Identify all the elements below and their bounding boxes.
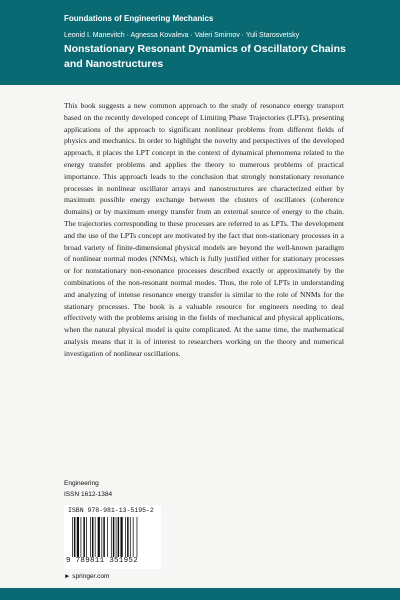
header-band bbox=[0, 0, 400, 85]
barcode-bar bbox=[103, 517, 105, 557]
barcode-bar bbox=[83, 517, 85, 557]
barcode-bar bbox=[137, 517, 138, 557]
publisher-website: ► springer.com bbox=[64, 573, 110, 580]
barcode-bar bbox=[118, 517, 120, 557]
barcode-bar bbox=[77, 517, 79, 557]
barcode-bar bbox=[111, 517, 112, 557]
series-name: Foundations of Engineering Mechanics bbox=[64, 14, 214, 23]
barcode-bar bbox=[107, 517, 108, 557]
author-list: Leonid I. Manevitch · Agnessa Kovaleva · Valeri Smirnov · Yuli Starosvetsky bbox=[64, 32, 300, 39]
barcode bbox=[64, 505, 161, 569]
barcode-bar bbox=[86, 517, 87, 557]
barcode-bar bbox=[81, 517, 82, 557]
barcode-bar bbox=[133, 517, 134, 557]
barcode-bar bbox=[95, 517, 96, 557]
book-description: This book suggests a new common approach to the study of resonance energy transport based on the recently developed concept of Limiting Phase Trajectories (LPTs), presenting applications of the approach to significant nonlinear problems from different fields of physics and mechanics. In order to highlight the novelty and perspectives of the developed approach, it places the LPT concept in the context of dynamical phenomena related to the energy transfer problems and applies the theory to numerous problems of practical importance. This approach leads to the conclusion that strongly nonstationary resonance processes in nonlinear oscillator arrays and nanostructures are characterized either by maximum possible energy exchange between the clusters of oscillators (coherence domains) or by maximum energy transfer from an external source of energy to the chain. The trajectories corresponding to these processes are referred to as LPTs. The development and the use of the LPTs concept are motivated by the fact that non-stationary processes in a broad variety of finite-dimensional physical models are beyond the well-known paradigm of nonlinear normal modes (NNMs), which is fully justified either for stationary processes or for nonstationary non-resonance processes described exactly or approximately by the combinations of the non-resonant normal modes. Thus, the role of LPTs in understanding and analyzing of intense resonance energy transfer is similar to the role of NNMs for the stationary processes. The book is a valuable resource for engineers needing to deal effectively with the problems arising in the fields of mechanical and physical applications, when the natural physical model is quite complicated. At the same time, the mathematical analysis means that it is of interest to researchers working on the theory and numerical investigation of nonlinear oscillations. bbox=[64, 101, 344, 358]
barcode-bar bbox=[101, 517, 102, 557]
barcode-bar bbox=[113, 517, 115, 557]
barcode-bar bbox=[116, 517, 117, 557]
barcode-bar bbox=[72, 517, 73, 557]
subject-category: Engineering bbox=[64, 480, 99, 487]
isbn-digits: 9 789811 351952 bbox=[66, 557, 139, 565]
barcode-bar bbox=[98, 517, 100, 557]
barcode-bar bbox=[130, 517, 131, 557]
barcode-bar bbox=[92, 517, 94, 557]
isbn-label: ISBN 978-981-13-5195-2 bbox=[68, 507, 154, 514]
barcode-bar bbox=[74, 517, 76, 557]
barcode-bar bbox=[120, 517, 122, 557]
barcode-bars bbox=[72, 517, 156, 557]
issn-number: ISSN 1612-1384 bbox=[64, 491, 113, 498]
barcode-bar bbox=[125, 517, 126, 557]
barcode-bar bbox=[127, 517, 129, 557]
barcode-bar bbox=[90, 517, 91, 557]
footer-band bbox=[0, 588, 400, 600]
book-title: Nonstationary Resonant Dynamics of Oscillatory Chains and Nanostructures bbox=[64, 43, 346, 70]
